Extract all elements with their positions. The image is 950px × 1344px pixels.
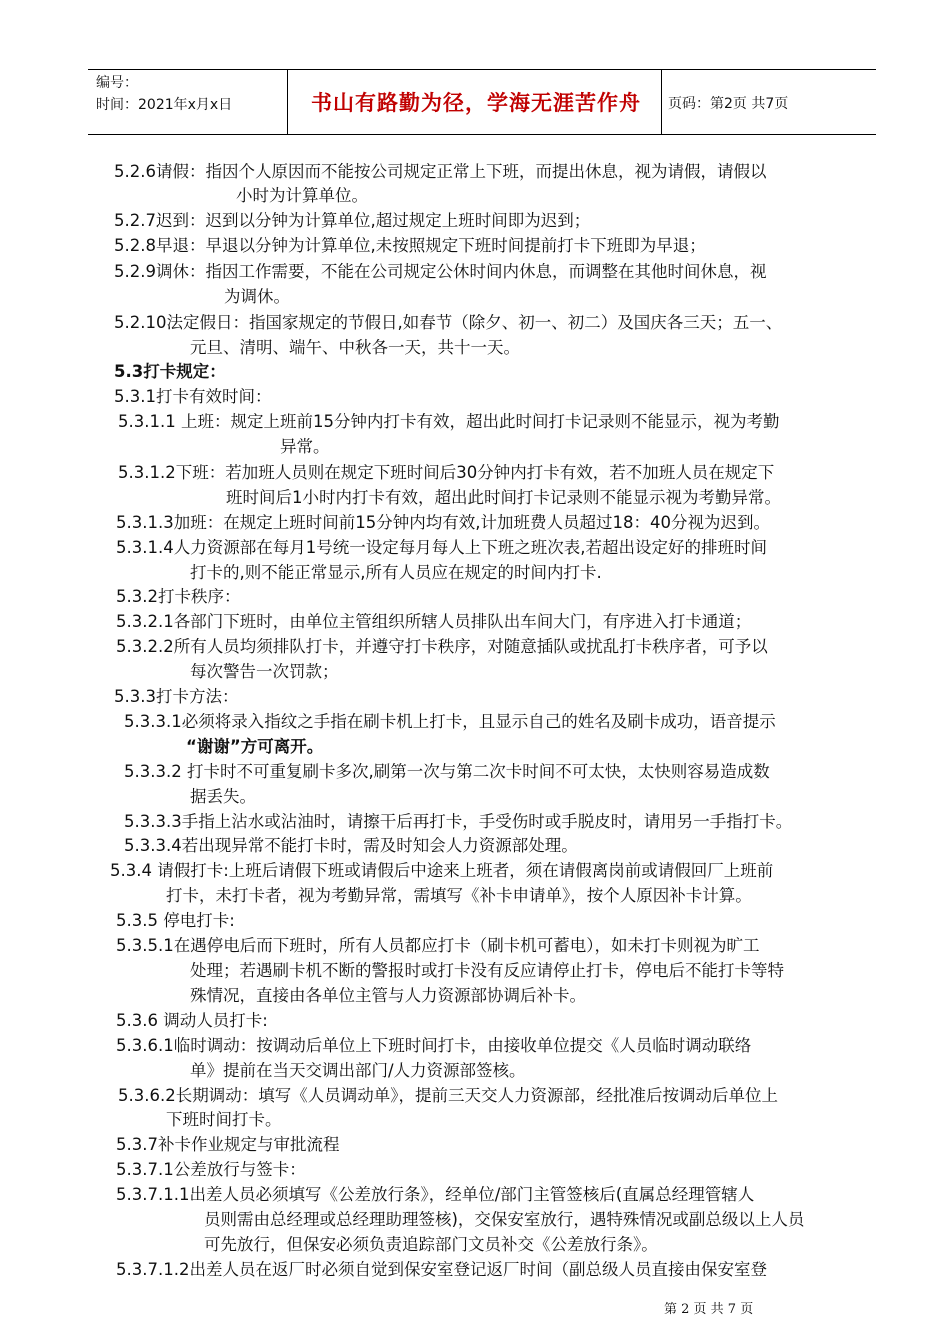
page-footer: 第 2 页 共 7 页	[664, 1302, 754, 1317]
text-line: 5.2.8早退：早退以分钟为计算单位,未按照规定下班时间提前打卡下班即为早退；	[114, 236, 706, 255]
text-line: 员则需由总经理或总经理助理签核)，交保安室放行，遇特殊情况或副总级以上人员	[204, 1210, 805, 1229]
text-line: 5.3.3.3手指上沾水或沾油时，请擦干后再打卡，手受伤时或手脱皮时，请用另一手指打卡。	[124, 812, 793, 831]
text-line: 打卡，未打卡者，视为考勤异常，需填写《补卡申请单》，按个人原因补卡计算。	[166, 886, 752, 905]
text-line: 5.3.6.1临时调动：按调动后单位上下班时间打卡，由接收单位提交《人员临时调动联络	[116, 1036, 752, 1055]
text-line: 打卡的,则不能正常显示,所有人员应在规定的时间内打卡.	[190, 563, 602, 582]
header-meta	[96, 72, 232, 116]
header-bottom-rule	[88, 134, 876, 135]
text-line: 5.3.2.2所有人员均须排队打卡，并遵守打卡秩序，对随意插队或扰乱打卡秩序者，可予以	[116, 637, 768, 656]
text-line: 5.3.1.2下班：若加班人员则在规定下班时间后30分钟内打卡有效，若不加班人员在规定下	[118, 463, 775, 482]
text-line: 5.3.1.4人力资源部在每月1号统一设定每月每人上下班之班次表,若超出设定好的排班时间	[116, 538, 767, 557]
text-line: 小时为计算单位。	[236, 186, 368, 205]
text-line: 殊情况，直接由各单位主管与人力资源部协调后补卡。	[190, 986, 586, 1005]
document-time: 时间：2021年x月x日	[96, 97, 233, 113]
text-line: 5.3.6 调动人员打卡:	[116, 1011, 268, 1030]
text-line: 每次警告一次罚款；	[190, 662, 339, 681]
header-motto: 书山有路勤为径，学海无涯苦作舟	[311, 90, 641, 115]
text-line: 5.3.3.2 打卡时不可重复刷卡多次,刷第一次与第二次卡时间不可太快，太快则容易造成数	[124, 762, 770, 781]
document-number: 编号：	[96, 75, 138, 91]
text-line: 5.3.1.1 上班：规定上班前15分钟内打卡有效，超出此时间打卡记录则不能显示，视为考勤	[118, 412, 780, 431]
header-page-number: 页码：第2页 共7页	[668, 96, 789, 112]
header-divider-left	[287, 70, 288, 134]
text-line: 5.3.7.1.1出差人员必须填写《公差放行条》，经单位/部门主管签核后(直属总经理管辖人	[116, 1185, 755, 1204]
text-line: 据丢失。	[190, 787, 256, 806]
text-line: 5.3.4 请假打卡:上班后请假下班或请假后中途来上班者，须在请假离岗前或请假回厂上班前	[110, 861, 774, 880]
text-line: 5.3.3.1必须将录入指纹之手指在刷卡机上打卡，且显示自己的姓名及刷卡成功，语音提示	[124, 712, 776, 731]
text-line: 5.3.6.2长期调动：填写《人员调动单》，提前三天交人力资源部，经批准后按调动后单位上	[118, 1086, 778, 1105]
text-line: 5.3.7.1公差放行与签卡：	[116, 1160, 306, 1179]
text-line: 5.3.5.1在遇停电后而下班时，所有人员都应打卡（刷卡机可蓄电），如未打卡则视为旷工	[116, 936, 760, 955]
text-line: 可先放行，但保安必须负责追踪部门文员补交《公差放行条》。	[204, 1235, 658, 1254]
text-line: 单》提前在当天交调出部门/人力资源部签核。	[190, 1061, 526, 1080]
text-line: 异常。	[280, 437, 330, 456]
text-line: 班时间后1小时内打卡有效，超出此时间打卡记录则不能显示视为考勤异常。	[226, 488, 781, 507]
text-line: 元旦、清明、端午、中秋各一天，共十一天。	[190, 338, 520, 357]
text-line: 为调休。	[224, 287, 290, 306]
text-line: 5.2.7迟到：迟到以分钟为计算单位,超过规定上班时间即为迟到；	[114, 211, 591, 230]
text-line: 5.3.7.1.2出差人员在返厂时必须自觉到保安室登记返厂时间（副总级人员直接由保安室登	[116, 1260, 767, 1279]
text-line: 5.2.6请假：指因个人原因而不能按公司规定正常上下班，而提出休息，视为请假，请假以	[114, 162, 767, 181]
text-line: 下班时间打卡。	[166, 1110, 282, 1129]
text-line: 5.3.2.1各部门下班时，由单位主管组织所辖人员排队出车间大门，有序进入打卡通道；	[116, 612, 752, 631]
text-line: 5.3.1打卡有效时间：	[114, 387, 272, 406]
text-line: 5.2.9调休：指因工作需要，不能在公司规定公休时间内休息，而调整在其他时间休息，视	[114, 262, 767, 281]
text-line: 5.3.7补卡作业规定与审批流程	[116, 1135, 340, 1154]
text-line: 5.3.1.3加班：在规定上班时间前15分钟内均有效,计加班费人员超过18：40分视为迟到。	[116, 513, 770, 532]
text-line: 5.3.3打卡方法：	[114, 687, 239, 706]
text-line: 5.3.2打卡秩序：	[116, 587, 241, 606]
text-line: 5.3.5 停电打卡:	[116, 911, 235, 930]
section-heading: 5.3打卡规定：	[114, 362, 226, 381]
text-line: 处理；若遇刷卡机不断的警报时或打卡没有反应请停止打卡，停电后不能打卡等特	[190, 961, 784, 980]
text-line: 5.3.3.4若出现异常不能打卡时，需及时知会人力资源部处理。	[124, 836, 578, 855]
text-line: 5.2.10法定假日：指国家规定的节假日,如春节（除夕、初一、初二）及国庆各三天；五一、	[114, 313, 783, 332]
text-line: “谢谢”方可离开。	[186, 737, 324, 756]
